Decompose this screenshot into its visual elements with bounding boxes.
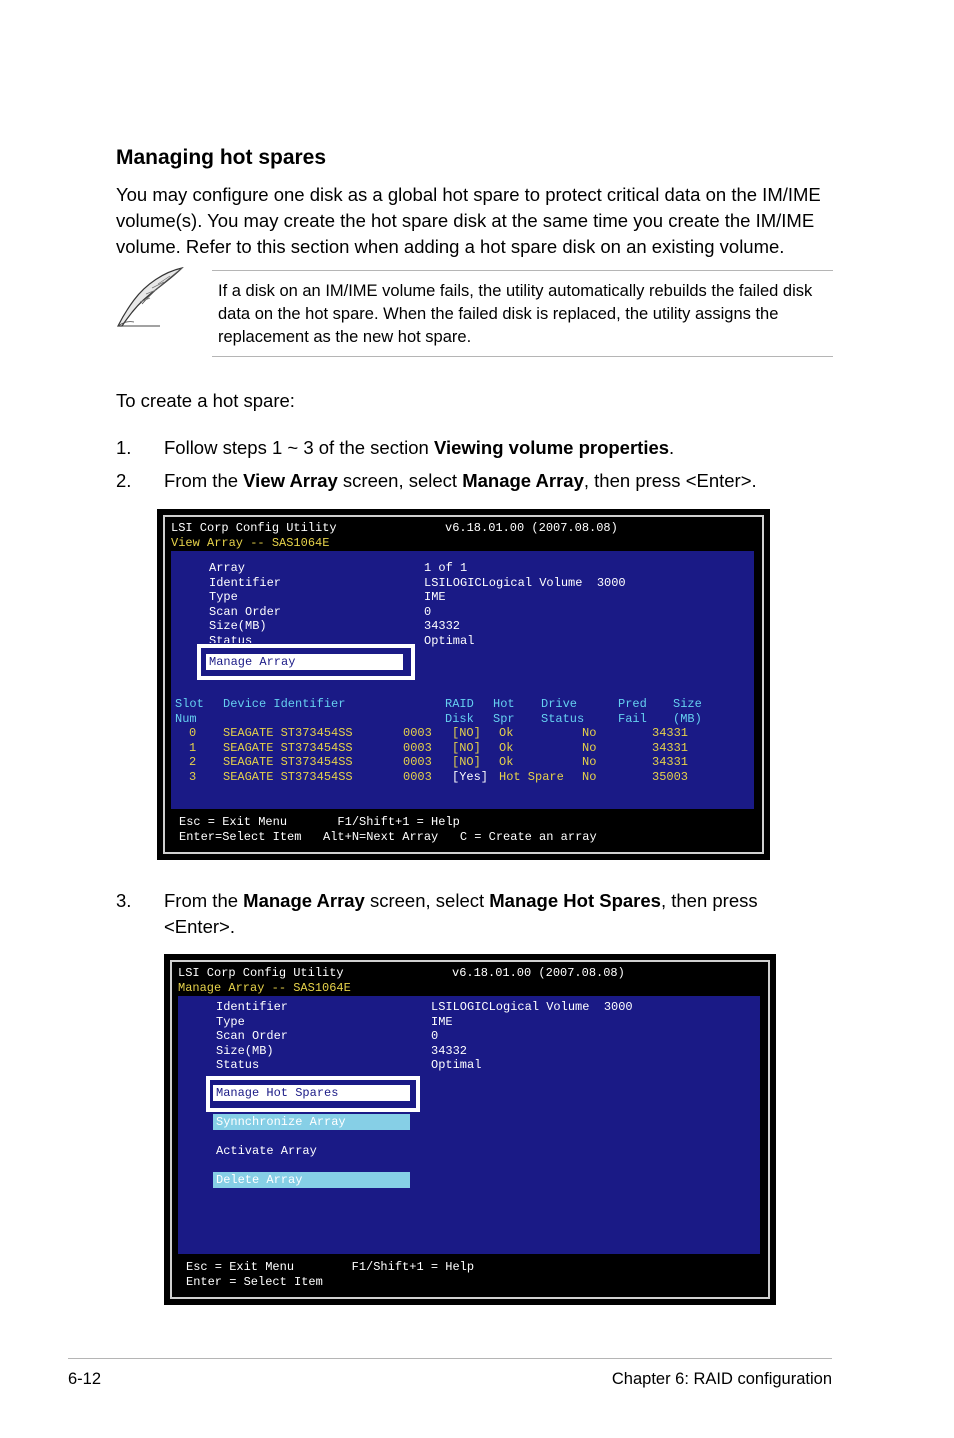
col-num: Num	[175, 711, 197, 726]
screen-version: v6.18.01.00 (2007.08.08)	[452, 966, 625, 980]
prop-value: Optimal	[431, 1058, 482, 1072]
col-size: Size	[673, 697, 702, 711]
intro-paragraph: You may configure one disk as a global hot spare to protect critical data on the IM/IME volume(s). You may create the hot spare disk at the same time you create the IM/IME volume. Refer to this section when adding a hot spare disk on an existing volume.	[116, 184, 821, 257]
manage-hot-spares-item[interactable]: Manage Hot Spares	[213, 1085, 410, 1101]
step-number: 1.	[116, 437, 132, 458]
col-fail: Fail	[618, 711, 647, 726]
chapter-title: Chapter 6: RAID configuration	[611, 1370, 832, 1388]
note-text: If a disk on an IM/IME volume fails, the utility automatically rebuilds the failed disk data on the hot spare. When the failed disk is replaced, the utility assigns the replacement as the new hot spare.	[218, 282, 813, 346]
step-text: Follow steps 1 ~ 3 of the section Viewing volume properties.	[164, 437, 675, 458]
col-raid: RAID	[445, 697, 474, 711]
prop-value: 0	[424, 604, 432, 619]
prop-value: 1 of 1	[424, 561, 468, 575]
prop-value: LSILOGICLogical Volume 3000	[424, 575, 626, 590]
bios-screen-view-array	[157, 509, 770, 860]
prop-label: Type	[216, 1014, 245, 1029]
step-text: From the Manage Array screen, select Manage Hot Spares, then press <Enter>.	[164, 890, 758, 937]
prop-label: Status	[209, 633, 253, 648]
col-device: Device Identifier	[223, 697, 346, 711]
prop-label: Identifier	[209, 575, 282, 590]
prop-value: 34332	[431, 1043, 468, 1058]
prop-label: Scan Order	[216, 1029, 289, 1043]
col-disk: Disk	[445, 711, 474, 726]
step-number: 3.	[116, 890, 132, 911]
col-pred: Pred	[618, 697, 647, 711]
manage-array-item[interactable]: Manage Array	[206, 654, 403, 670]
screen-footer: Esc = Exit Menu F1/Shift+1 = Help Enter=Select Item Alt+N=Next Array C = Create an array	[179, 815, 597, 844]
step-text: From the View Array screen, select Manage Array, then press <Enter>.	[164, 470, 757, 491]
col-hot: Hot	[493, 697, 515, 711]
activate-array-item[interactable]: Activate Array	[216, 1144, 317, 1158]
screen-footer: Esc = Exit Menu F1/Shift+1 = Help Enter = Select Item	[186, 1260, 475, 1289]
step-number: 2.	[116, 470, 132, 491]
note-bottom-rule	[212, 356, 833, 357]
prop-value: LSILOGICLogical Volume 3000	[431, 1000, 633, 1014]
note-top-rule	[212, 270, 833, 271]
prop-label: Scan Order	[209, 604, 282, 619]
synchronize-array-item[interactable]: Synnchronize Array	[213, 1114, 410, 1130]
screen-body: Array 1 of 1 Identifier LSILOGICLogical Volume 3000 Type IME Scan Order 0 Size(MB) 34332 Status Optimal Manage Array Slot Device Identifier RAID Hot Drive Pred Size Num Disk Spr Status Fail (MB) 0 SEAGATE ST373454SS 0003 [NO] Ok No 34331 1 SEAGATE ST373454SS 0003 [NO] Ok No 34331 2 SEAGATE ST373454SS 0003 [NO] Ok No 34331 3 SEAGATE ST373454SS 0003 [Yes] Hot Spare No 35003	[171, 551, 754, 809]
col-slot: Slot	[175, 697, 204, 711]
bios-screen-manage-array	[164, 954, 776, 1305]
screen-body	[178, 996, 760, 1254]
prop-label: Size(MB)	[209, 619, 267, 633]
page-number: 6-12	[68, 1370, 102, 1388]
section-title: Managing hot spares	[116, 146, 327, 169]
prop-value: 34332	[424, 619, 461, 633]
prop-value: 0	[431, 1029, 439, 1043]
prop-label: Status	[216, 1058, 260, 1072]
col-drive: Drive	[541, 697, 578, 711]
footer-rule	[68, 1358, 832, 1359]
prop-value: IME	[424, 590, 446, 604]
screen-header: LSI Corp Config Utility Manage Array -- SAS1064E	[178, 966, 351, 995]
procedure-lead: To create a hot spare:	[116, 390, 295, 411]
col-mb: (MB)	[673, 711, 702, 726]
prop-label: Size(MB)	[216, 1043, 274, 1058]
prop-value: IME	[431, 1014, 453, 1029]
feather-quill-icon	[112, 264, 188, 330]
col-spr: Spr	[493, 711, 515, 726]
prop-label: Array	[209, 561, 246, 575]
prop-value: Optimal	[424, 633, 475, 648]
prop-label: Identifier	[216, 1000, 289, 1014]
col-status: Status	[541, 711, 585, 726]
prop-label: Type	[209, 590, 238, 604]
delete-array-item[interactable]: Delete Array	[213, 1172, 410, 1188]
screen-version: v6.18.01.00 (2007.08.08)	[445, 521, 618, 535]
screen-header: LSI Corp Config Utility View Array -- SAS1064E	[171, 521, 337, 550]
